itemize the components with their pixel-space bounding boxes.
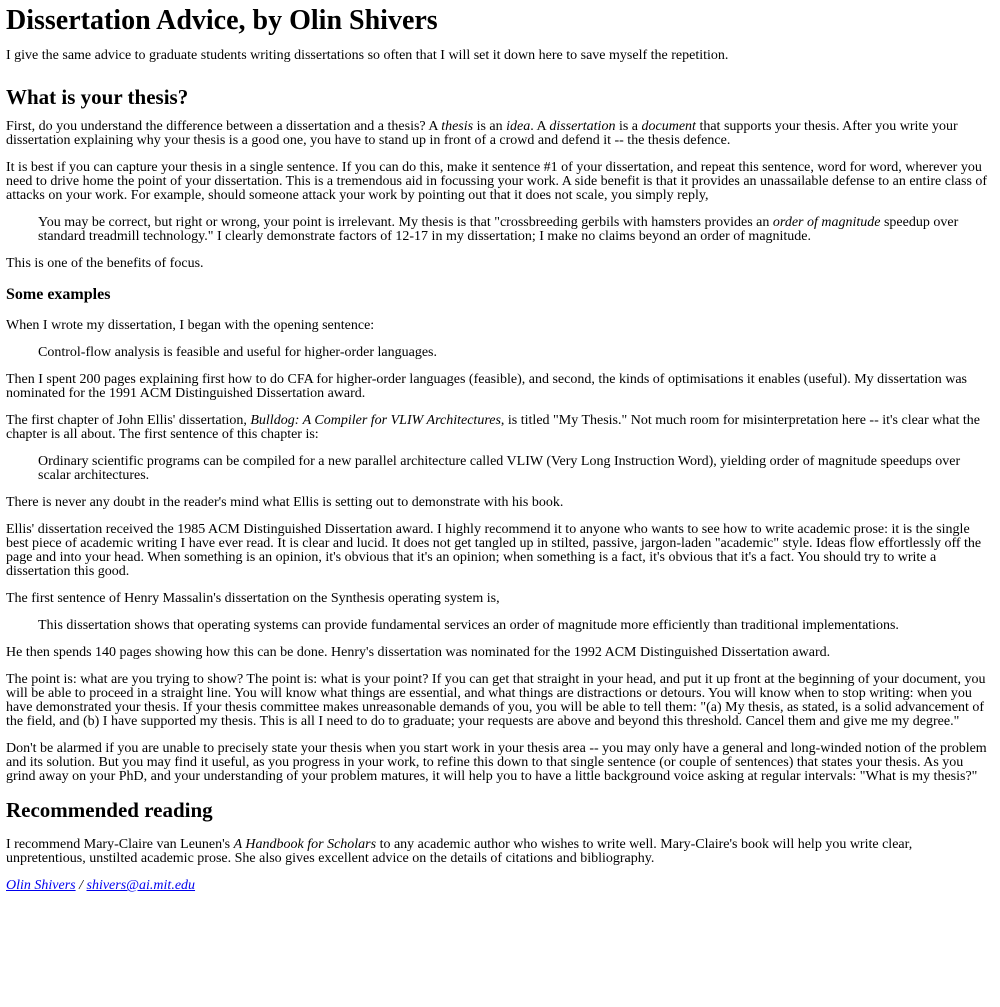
emphasis: document (641, 119, 696, 134)
blockquote-vliw: Ordinary scientific programs can be compiled for a new parallel architecture called VLIW (Very Long Instruction Word), yielding order of magnitude speedups over scalar architectures. (38, 454, 961, 483)
ellis-doubt-paragraph: There is never any doubt in the reader's mind what Ellis is setting out to demonstrate with his book. (6, 495, 564, 510)
reading-paragraph: I recommend Mary-Claire van Leunen's A Handbook for Scholars to any academic author who wishes to write well. Mary-Claire's book will help you write clear, unpretentious, unstilted academic prose. She also gives excellent advice on the details of citations and bibliography. (6, 837, 913, 866)
point-paragraph: The point is: what are you trying to show? The point is: what is your point? If you can get that straight in your head, and put it up front at the beginning of your document, you will be able to proceed in a straight line. You will know what things are essential, and what things are distractions or detours. You will know when to stop writing: when you have demonstrated your thesis. If your thesis committee makes unreasonable demands of you, you will be able to tell them: "(a) My thesis, as stated, is a solid advancement of the field, and (b) I have supported my thesis. This is all I need to do to graduate; your requests are above and beyond this threshold. Cancel them and give me my degree." (6, 672, 986, 729)
section-heading-reading: Recommended reading (6, 798, 213, 822)
blockquote-gerbils: You may be correct, but right or wrong, your point is irrelevant. My thesis is that "crossbreeding gerbils with hamsters provides an order of magnitude speedup over standard treadmill technology." I clearly demonstrate factors of 12-17 in my dissertation; I make no claims beyond an order of magnitude. (38, 215, 959, 244)
blockquote-cfa: Control-flow analysis is feasible and useful for higher-order languages. (38, 345, 437, 360)
emphasis: order of magnitude (772, 215, 881, 230)
blockquote-synthesis: This dissertation shows that operating systems can provide fundamental services an order of magnitude more efficiently than traditional implementations. (38, 618, 899, 633)
book-title: Bulldog: A Compiler for VLIW Architectures (250, 413, 501, 428)
book-title: A Handbook for Scholars (233, 837, 377, 852)
alarm-paragraph: Don't be alarmed if you are unable to precisely state your thesis when you start work in your thesis area -- you may only have a general and long-winded notion of the problem and its solution. But you may find it useful, as you progress in your work, to refine this down to that single sentence (or couple of sentences) that states your thesis. As you grind away on your PhD, and your understanding of your problem matures, it will help you to have a little background voice asking at regular intervals: "What is my thesis?" (6, 741, 987, 784)
email-link[interactable]: shivers@ai.mit.edu (86, 878, 196, 893)
emphasis: idea (506, 119, 531, 134)
spacer (6, 35, 994, 49)
single-sentence-paragraph: It is best if you can capture your thesis in a single sentence. If you can do this, make it sentence #1 of your dissertation, and repeat this sentence, word for word, wherever you need to drive home the point of your dissertation. This is a tremendous aid in focussing your work. A side benefit is that it provides an unassailable defense to an entire class of attacks on your work. For example, should someone attack your work by pointing out that it does not scale, you simply reply, (6, 160, 988, 203)
emphasis: thesis (441, 119, 474, 134)
massalin-paragraph: The first sentence of Henry Massalin's dissertation on the Synthesis operating system is, (6, 591, 500, 606)
emphasis: dissertation (549, 119, 616, 134)
author-link[interactable]: Olin Shivers (6, 878, 76, 893)
ellis-paragraph: The first chapter of John Ellis' dissertation, Bulldog: A Compiler for VLIW Architectures, is titled "My Thesis." Not much room for misinterpretation here -- it's clear what the chapter is all about. The first sentence of this chapter is: (6, 413, 981, 442)
section-heading-thesis: What is your thesis? (6, 85, 189, 109)
examples-intro-paragraph: When I wrote my dissertation, I began with the opening sentence: (6, 318, 375, 333)
document-page (0, 7, 1000, 893)
focus-paragraph: This is one of the benefits of focus. (6, 256, 204, 271)
thesis-definition-paragraph: First, do you understand the difference between a dissertation and a thesis? A thesis is an idea. A dissertation is a document that supports your thesis. After you write your dissertation explaining why your thesis is a good one, you have to stand up in front of a crowd and defend it -- the thesis defence. (6, 119, 958, 148)
cfa-paragraph: Then I spent 200 pages explaining first how to do CFA for higher-order languages (feasible), and second, the kinds of optimisations it enables (useful). My dissertation was nominated for the 1991 ACM Distinguished Dissertation award. (6, 372, 967, 401)
ellis-award-paragraph: Ellis' dissertation received the 1985 ACM Distinguished Dissertation award. I highly recommend it to anyone who wants to see how to write academic prose: it is the single best piece of academic writing I have ever read. It is clear and lucid. It does not get tangled up in stilted, passive, jargon-laden "academic" style. Ideas flow effortlessly off the page and into your head. When something is an opinion, it's obvious that it's an opinion; when something is a fact, it's obvious that it's a fact. You should try to write a dissertation this good. (6, 522, 982, 579)
intro-paragraph: I give the same advice to graduate students writing dissertations so often that I will set it down here to save myself the repetition. (6, 48, 729, 63)
massalin-award-paragraph: He then spends 140 pages showing how this can be done. Henry's dissertation was nominated for the 1992 ACM Distinguished Dissertation award. (6, 645, 831, 660)
section-heading-examples: Some examples (6, 286, 111, 303)
footer-signature: Olin Shivers / shivers@ai.mit.edu (6, 878, 196, 893)
page-title: Dissertation Advice, by Olin Shivers (6, 5, 438, 36)
